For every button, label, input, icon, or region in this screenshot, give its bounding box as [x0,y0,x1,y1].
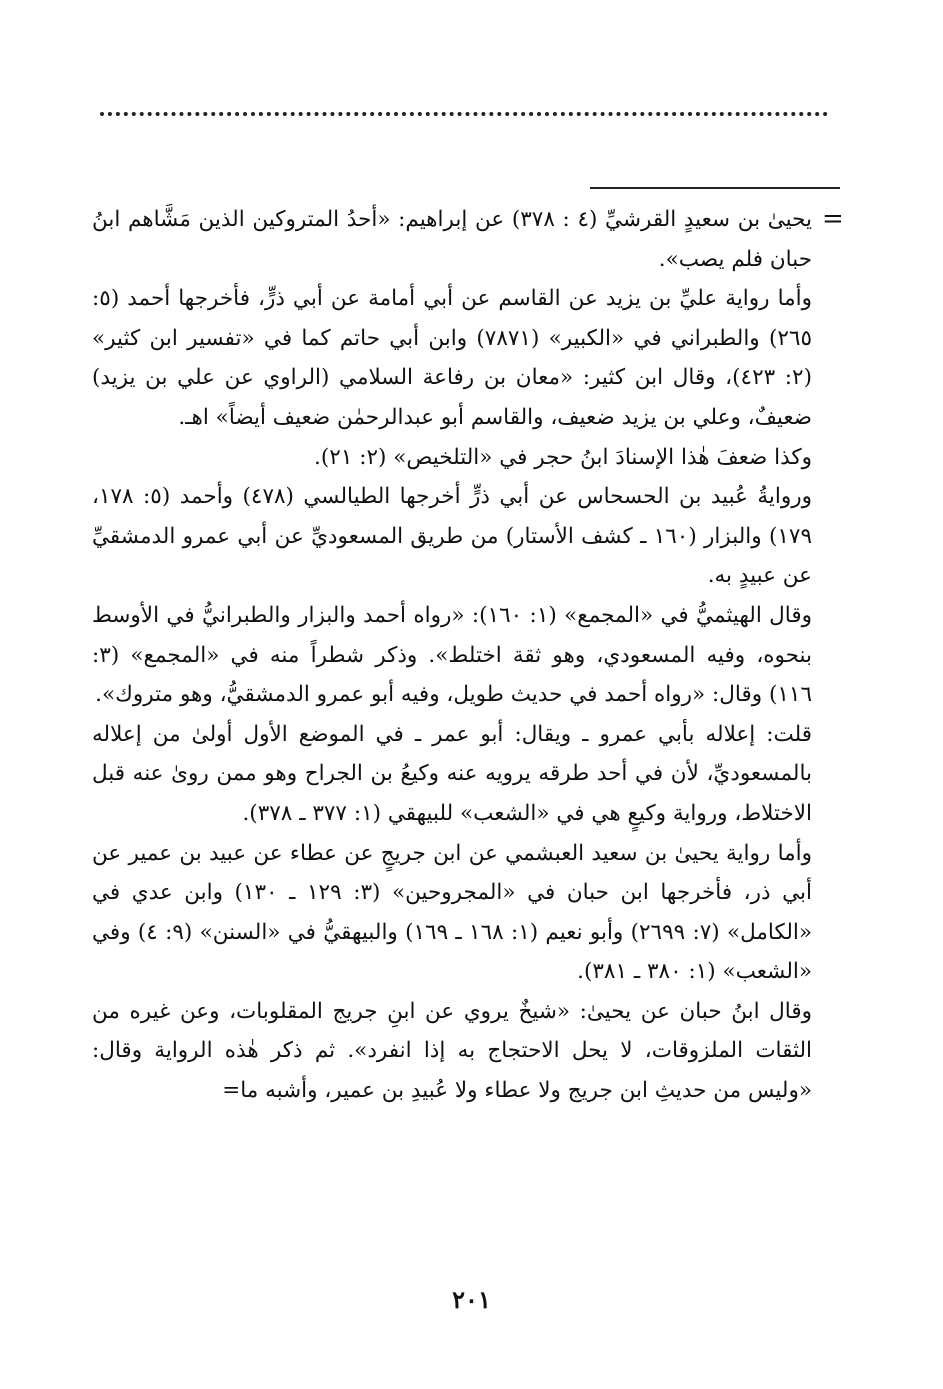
paragraph-1: يحيىٰ بن سعيدٍ القرشيِّ (٤ : ٣٧٨) عن إبراهيم: «أحدُ المتروكين الذين مَشَّاهم ابنُ حبان فلم يصب». [92,207,812,272]
paragraph-8: وقال ابنُ حبان عن يحيىٰ: «شيخٌ يروي عن ابنِ جريج المقلوبات، وعن غيره من الثقات الملزوقات، لا يحل الاحتجاج به إذا انفرد». ثم ذكر هٰذه الرواية وقال: «وليس من حديثِ ابن جريج ولا عطاء ولا عُبيدِ بن عمير، وأشبه ما= [92,998,812,1104]
paragraph-6: قلت: إعلاله بأبي عمرو ـ ويقال: أبو عمر ـ في الموضع الأول أولىٰ من إعلاله بالمسعوديِّ، لأن في أحد طرقه يرويه عنه وكيعُ بن الجراح وهو ممن روىٰ عنه قبل الاختلاط، ورواية وكيعٍ هي في «الشعب» للبيهقي (١: ٣٧٧ ـ ٣٧٨). [92,721,812,826]
paragraph-3: وكذا ضعفَ هٰذا الإسنادَ ابنُ حجر في «التلخيص» (٢: ٢١). [314,444,812,470]
paragraph-4: وروايةُ عُبيد بن الحسحاس عن أبي ذرٍّ أخرجها الطيالسي (٤٧٨) وأحمد (٥: ١٧٨، ١٧٩) والبزار (١٦٠ ـ كشف الأستار) من طريق المسعوديِّ عن أبي عمرو الدمشقيِّ عن عبيدٍ به. [92,484,813,589]
footnote-separator-line [590,187,840,189]
dotted-separator [100,112,828,116]
paragraph-2: وأما رواية عليِّ بن يزيد عن القاسم عن أبي أمامة عن أبي ذرٍّ، فأخرجها أحمد (٥: ٢٦٥) والطبراني في «الكبير» (٧٨٧١) وابن أبي حاتم كما في «تفسير ابن كثير» (٢: ٤٢٣)، وقال ابن كثير: «معان بن رفاعة السلامي (الراوي عن علي بن يزيد) ضعيفٌ، وعلي بن يزيد ضعيف، والقاسم أبو عبدالرحمٰن ضعيف أيضاً» اهـ. [92,286,812,430]
paragraph-5: وقال الهيثميُّ في «المجمع» (١: ١٦٠): «رواه أحمد والبزار والطبرانيُّ في الأوسط بنحوه، وفيه المسعودي، وهو ثقة اختلط». وذكر شطراً منه في «المجمع» (٣: ١١٦) وقال: «رواه أحمد في حديث طويل، وفيه أبو عمرو الدمشقيُّ، وهو متروك». [92,602,812,708]
paragraph-7: وأما رواية يحيىٰ بن سعيد العبشمي عن ابن جريجٍ عن عطاء عن عبيد بن عمير عن أبي ذر، فأخرجها ابن حبان في «المجروحين» (٣: ١٢٩ ـ ١٣٠) وابن عدي في «الكامل» (٧: ٢٦٩٩) وأبو نعيم (١: ١٦٨ ـ ١٦٩) والبيهقيُّ في «السنن» (٩: ٤) وفي «الشعب» (١: ٣٨٠ ـ ٣٨١). [92,840,813,985]
page-number: ٢٠١ [452,1285,491,1314]
continuation-mark: = [822,204,844,234]
footnote-text [92,200,812,1111]
